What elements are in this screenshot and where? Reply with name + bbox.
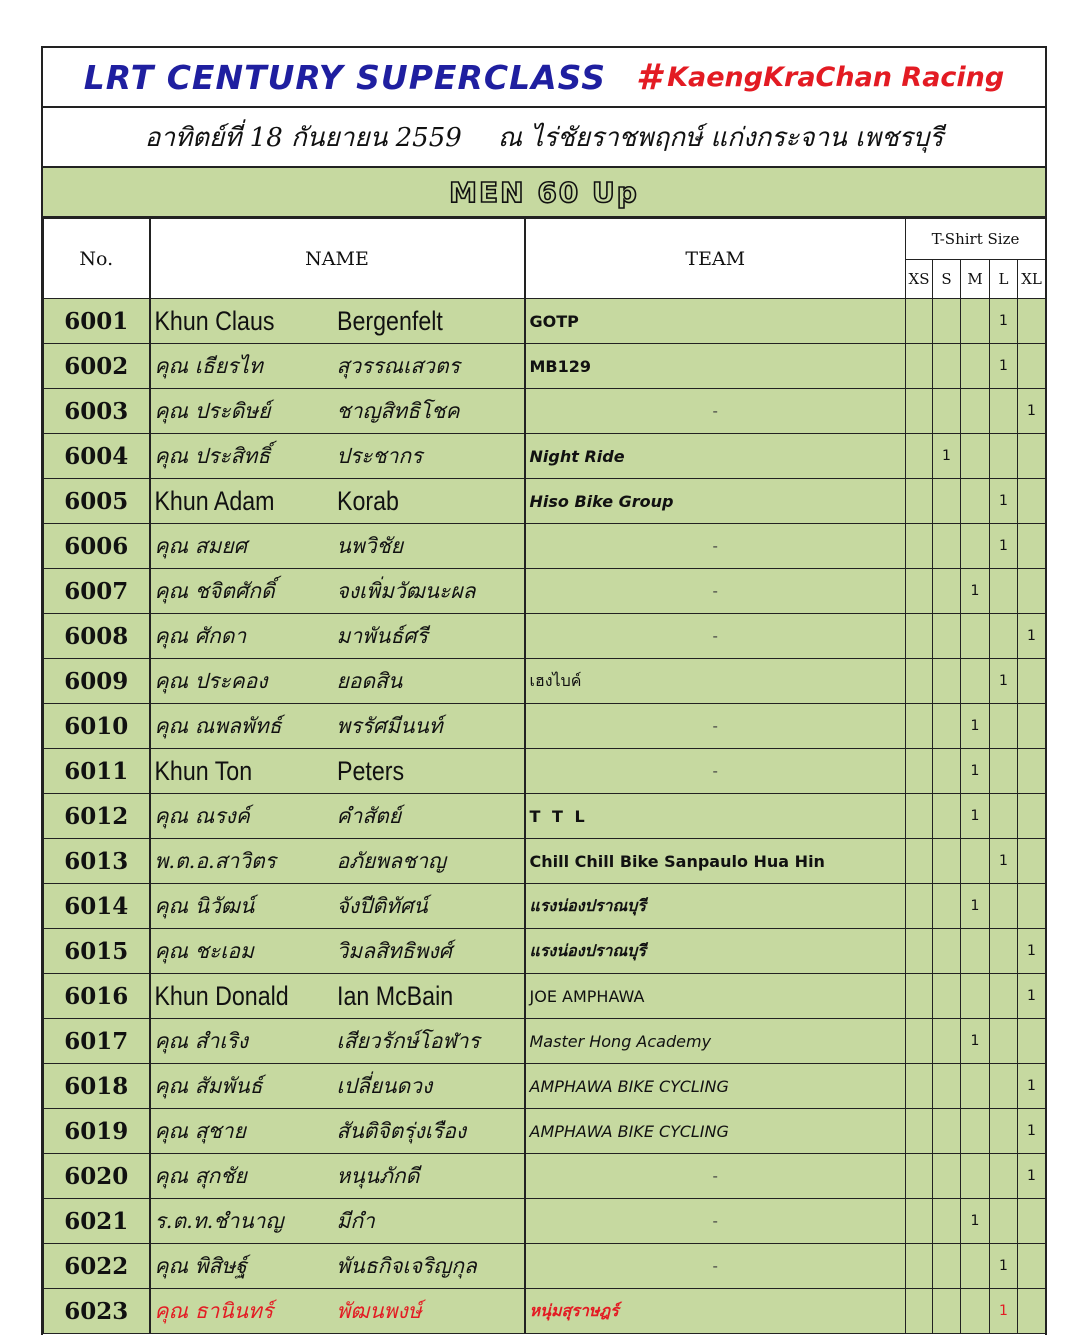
- size-cell-xl: [1018, 1019, 1046, 1064]
- rider-number: 6017: [44, 1019, 150, 1064]
- rider-first-name: คุณ ณพลพัทธ์: [154, 713, 282, 738]
- size-cell-m: [961, 299, 990, 344]
- rider-team: GOTP: [525, 299, 906, 344]
- size-cell-xs: [906, 1154, 933, 1199]
- table-row: [44, 614, 1046, 659]
- size-cell-xl: [1018, 659, 1046, 704]
- rider-number: 6001: [44, 299, 150, 344]
- rider-number: 6023: [44, 1289, 150, 1334]
- rider-team: Hiso Bike Group: [525, 479, 906, 524]
- table-row: [44, 1154, 1046, 1199]
- rider-last-name: Ian McBain: [336, 980, 453, 1011]
- size-cell-m: 1: [961, 794, 990, 839]
- rider-last-name: ยอดสิน: [336, 668, 403, 693]
- rider-team: -: [525, 749, 906, 794]
- rider-name-cell: [150, 479, 525, 524]
- rider-first-name: Khun Claus: [153, 305, 274, 336]
- size-cell-xl: [1018, 344, 1046, 389]
- rider-first-name: พ.ต.อ.สาวิตร: [154, 848, 276, 873]
- rider-name-cell: [150, 1109, 525, 1154]
- size-cell-m: 1: [961, 1019, 990, 1064]
- rider-number: 6003: [44, 389, 150, 434]
- rider-first-name: คุณ นิวัฒน์: [154, 893, 255, 918]
- rider-number: 6022: [44, 1244, 150, 1289]
- size-cell-xs: [906, 524, 933, 569]
- rider-last-name: พัฒนพงษ์: [336, 1298, 422, 1323]
- size-cell-l: [990, 614, 1018, 659]
- table-row: [44, 569, 1046, 614]
- rider-first-name: Khun Adam: [153, 485, 275, 516]
- rider-name-cell: [150, 884, 525, 929]
- size-cell-s: [933, 479, 961, 524]
- size-cell-m: 1: [961, 884, 990, 929]
- rider-team: -: [525, 614, 906, 659]
- category-title: MEN 60 Up: [449, 175, 639, 209]
- rider-last-name: สันติจิตรุ่งเรือง: [336, 1118, 467, 1143]
- rider-last-name: หนุนภักดี: [336, 1163, 420, 1188]
- table-row: [44, 1244, 1046, 1289]
- size-cell-m: [961, 389, 990, 434]
- rider-name-cell: [150, 929, 525, 974]
- table-row: [44, 1064, 1046, 1109]
- size-cell-m: [961, 974, 990, 1019]
- rider-first-name: คุณ สำเริง: [154, 1028, 249, 1053]
- rider-last-name: เสียวรักษ์โอฬาร: [336, 1028, 480, 1053]
- col-header-no: No.: [44, 219, 150, 299]
- size-cell-l: 1: [990, 1289, 1018, 1334]
- size-cell-l: [990, 1064, 1018, 1109]
- rider-number: 6018: [44, 1064, 150, 1109]
- rider-last-name: อภัยพลชาญ: [336, 848, 446, 873]
- size-cell-l: 1: [990, 659, 1018, 704]
- rider-team: หนุ่มสุราษฎร์: [525, 1289, 906, 1334]
- size-cell-xs: [906, 434, 933, 479]
- rider-team: แรงน่องปราณบุรี: [525, 929, 906, 974]
- col-header-size-l: L: [990, 260, 1018, 299]
- size-cell-s: [933, 1109, 961, 1154]
- rider-team: -: [525, 569, 906, 614]
- size-cell-xs: [906, 1244, 933, 1289]
- size-cell-s: [933, 1064, 961, 1109]
- size-cell-xs: [906, 974, 933, 1019]
- rider-name-cell: [150, 389, 525, 434]
- table-row: [44, 794, 1046, 839]
- size-cell-xl: 1: [1018, 929, 1046, 974]
- rider-team: -: [525, 1199, 906, 1244]
- size-cell-s: [933, 884, 961, 929]
- rider-team: -: [525, 524, 906, 569]
- size-cell-xl: 1: [1018, 1109, 1046, 1154]
- event-title: LRT CENTURY SUPERCLASS: [83, 57, 607, 97]
- col-header-size-xl: XL: [1018, 260, 1046, 299]
- size-cell-xl: [1018, 839, 1046, 884]
- category-bar: [43, 168, 1045, 218]
- size-cell-s: [933, 344, 961, 389]
- rider-number: 6016: [44, 974, 150, 1019]
- rider-number: 6020: [44, 1154, 150, 1199]
- rider-name-cell: [150, 1064, 525, 1109]
- size-cell-xl: 1: [1018, 389, 1046, 434]
- size-cell-m: [961, 1154, 990, 1199]
- rider-last-name: พันธกิจเจริญกุล: [336, 1253, 477, 1278]
- size-cell-xs: [906, 794, 933, 839]
- registration-sheet: [41, 46, 1047, 1335]
- rider-last-name: ประชากร: [336, 443, 423, 468]
- rider-last-name: วิมลสิทธิพงศ์: [336, 938, 452, 963]
- size-cell-xl: 1: [1018, 1064, 1046, 1109]
- size-cell-xs: [906, 389, 933, 434]
- size-cell-m: [961, 929, 990, 974]
- size-cell-xs: [906, 704, 933, 749]
- size-cell-xl: [1018, 749, 1046, 794]
- size-cell-xl: [1018, 794, 1046, 839]
- size-cell-l: 1: [990, 839, 1018, 884]
- rider-name-cell: [150, 749, 525, 794]
- size-cell-xs: [906, 659, 933, 704]
- size-cell-l: [990, 884, 1018, 929]
- size-cell-s: [933, 299, 961, 344]
- size-cell-xl: 1: [1018, 1154, 1046, 1199]
- rider-first-name: คุณ พิสิษฐ์: [154, 1253, 247, 1278]
- size-cell-xs: [906, 839, 933, 884]
- size-cell-s: 1: [933, 434, 961, 479]
- table-row: [44, 839, 1046, 884]
- size-cell-s: [933, 1019, 961, 1064]
- size-cell-l: [990, 1154, 1018, 1199]
- rider-team: -: [525, 1154, 906, 1199]
- size-cell-l: [990, 569, 1018, 614]
- size-cell-xs: [906, 479, 933, 524]
- rider-number: 6014: [44, 884, 150, 929]
- rider-number: 6011: [44, 749, 150, 794]
- rider-name-cell: [150, 434, 525, 479]
- size-cell-m: [961, 1064, 990, 1109]
- table-row: [44, 299, 1046, 344]
- size-cell-l: [990, 794, 1018, 839]
- size-cell-s: [933, 1154, 961, 1199]
- rider-team: T T L: [525, 794, 906, 839]
- title-bar: [43, 48, 1045, 108]
- rider-last-name: พรรัศมีนนท์: [336, 713, 443, 738]
- rider-last-name: Peters: [336, 755, 404, 786]
- rider-last-name: เปลี่ยนดวง: [336, 1073, 433, 1098]
- size-cell-l: 1: [990, 1244, 1018, 1289]
- rider-last-name: มาพันธ์ศรี: [336, 623, 428, 648]
- size-cell-xl: [1018, 479, 1046, 524]
- size-cell-s: [933, 839, 961, 884]
- size-cell-s: [933, 929, 961, 974]
- table-row: [44, 479, 1046, 524]
- col-header-size-s: S: [933, 260, 961, 299]
- size-cell-s: [933, 974, 961, 1019]
- rider-first-name: คุณ ชะเอม: [154, 938, 254, 963]
- rider-first-name: Khun Ton: [153, 755, 252, 786]
- size-cell-xs: [906, 1199, 933, 1244]
- size-cell-l: [990, 1019, 1018, 1064]
- rider-team: -: [525, 389, 906, 434]
- hashtag-symbol: #: [636, 56, 662, 98]
- rider-last-name: Korab: [336, 485, 399, 516]
- size-cell-xs: [906, 1064, 933, 1109]
- col-header-size-xs: XS: [906, 260, 933, 299]
- size-cell-l: 1: [990, 479, 1018, 524]
- table-row: [44, 704, 1046, 749]
- rider-name-cell: [150, 704, 525, 749]
- size-cell-s: [933, 389, 961, 434]
- rider-name-cell: [150, 569, 525, 614]
- size-cell-xl: [1018, 524, 1046, 569]
- table-row: [44, 1199, 1046, 1244]
- col-header-tshirt: T-Shirt Size: [906, 219, 1046, 260]
- table-row: [44, 1109, 1046, 1154]
- rider-name-cell: [150, 1154, 525, 1199]
- size-cell-s: [933, 659, 961, 704]
- event-date: อาทิตย์ที่ 18 กันยายน 2559: [144, 122, 462, 153]
- size-cell-xs: [906, 1019, 933, 1064]
- size-cell-xl: [1018, 1289, 1046, 1334]
- size-cell-l: [990, 704, 1018, 749]
- size-cell-s: [933, 749, 961, 794]
- riders-table-body: [44, 299, 1046, 1334]
- rider-last-name: มีกำ: [336, 1208, 375, 1233]
- rider-name-cell: [150, 614, 525, 659]
- size-cell-m: [961, 524, 990, 569]
- size-cell-s: [933, 704, 961, 749]
- event-venue: ณ ไร่ชัยราชพฤกษ์ แก่งกระจาน เพชรบุรี: [497, 122, 944, 153]
- table-row: [44, 974, 1046, 1019]
- rider-number: 6009: [44, 659, 150, 704]
- table-row: [44, 1019, 1046, 1064]
- table-row: [44, 524, 1046, 569]
- size-cell-xs: [906, 299, 933, 344]
- size-cell-s: [933, 569, 961, 614]
- rider-number: 6010: [44, 704, 150, 749]
- rider-number: 6004: [44, 434, 150, 479]
- size-cell-xs: [906, 929, 933, 974]
- col-header-team: TEAM: [525, 219, 906, 299]
- rider-last-name: สุวรรณเสวตร: [336, 353, 460, 378]
- size-cell-xs: [906, 884, 933, 929]
- rider-first-name: คุณ ประดิษย์: [154, 398, 271, 423]
- size-cell-s: [933, 614, 961, 659]
- rider-team: Chill Chill Bike Sanpaulo Hua Hin: [525, 839, 906, 884]
- size-cell-l: 1: [990, 344, 1018, 389]
- rider-name-cell: [150, 974, 525, 1019]
- rider-team: แรงน่องปราณบุรี: [525, 884, 906, 929]
- size-cell-l: 1: [990, 299, 1018, 344]
- rider-first-name: คุณ ชจิตศักดิ์: [154, 578, 275, 603]
- rider-first-name: Khun Donald: [153, 980, 289, 1011]
- size-cell-l: [990, 434, 1018, 479]
- rider-name-cell: [150, 1289, 525, 1334]
- size-cell-xl: 1: [1018, 974, 1046, 1019]
- size-cell-xs: [906, 1109, 933, 1154]
- size-cell-xl: [1018, 569, 1046, 614]
- rider-first-name: คุณ เธียรไท: [154, 353, 263, 378]
- table-row: [44, 1289, 1046, 1334]
- rider-name-cell: [150, 839, 525, 884]
- rider-first-name: คุณ สุชาย: [154, 1118, 246, 1143]
- table-row: [44, 929, 1046, 974]
- size-cell-l: [990, 749, 1018, 794]
- size-cell-m: [961, 839, 990, 884]
- col-header-name: NAME: [150, 219, 525, 299]
- rider-first-name: คุณ ศักดา: [154, 623, 247, 648]
- size-cell-m: 1: [961, 749, 990, 794]
- rider-name-cell: [150, 344, 525, 389]
- rider-team: -: [525, 1244, 906, 1289]
- rider-first-name: คุณ ประสิทธิ์: [154, 443, 271, 468]
- rider-number: 6021: [44, 1199, 150, 1244]
- size-cell-xl: [1018, 299, 1046, 344]
- rider-first-name: คุณ สุกชัย: [154, 1163, 247, 1188]
- size-cell-s: [933, 524, 961, 569]
- size-cell-xl: [1018, 704, 1046, 749]
- rider-name-cell: [150, 659, 525, 704]
- size-cell-m: [961, 1244, 990, 1289]
- size-cell-l: [990, 1109, 1018, 1154]
- rider-first-name: คุณ สัมพันธ์: [154, 1073, 263, 1098]
- size-cell-m: 1: [961, 704, 990, 749]
- rider-name-cell: [150, 794, 525, 839]
- table-row: [44, 749, 1046, 794]
- size-cell-xl: [1018, 1244, 1046, 1289]
- hashtag-text: KaengKraChan Racing: [667, 61, 1005, 93]
- size-cell-s: [933, 1289, 961, 1334]
- size-cell-l: [990, 974, 1018, 1019]
- rider-first-name: คุณ ประคอง: [154, 668, 268, 693]
- size-cell-xs: [906, 1289, 933, 1334]
- size-cell-s: [933, 1244, 961, 1289]
- rider-team: Night Ride: [525, 434, 906, 479]
- rider-name-cell: [150, 1244, 525, 1289]
- riders-table: [43, 218, 1046, 1334]
- table-row: [44, 344, 1046, 389]
- rider-name-cell: [150, 524, 525, 569]
- rider-name-cell: [150, 1019, 525, 1064]
- rider-last-name: ชาญสิทธิโชค: [336, 398, 460, 423]
- rider-number: 6012: [44, 794, 150, 839]
- size-cell-xl: [1018, 434, 1046, 479]
- size-cell-xs: [906, 749, 933, 794]
- rider-number: 6007: [44, 569, 150, 614]
- size-cell-xs: [906, 569, 933, 614]
- size-cell-l: [990, 389, 1018, 434]
- size-cell-m: 1: [961, 1199, 990, 1244]
- rider-team: AMPHAWA BIKE CYCLING: [525, 1064, 906, 1109]
- size-cell-m: [961, 1109, 990, 1154]
- size-cell-m: [961, 659, 990, 704]
- size-cell-xl: 1: [1018, 614, 1046, 659]
- size-cell-m: [961, 479, 990, 524]
- table-row: [44, 434, 1046, 479]
- rider-number: 6006: [44, 524, 150, 569]
- size-cell-m: [961, 344, 990, 389]
- rider-number: 6008: [44, 614, 150, 659]
- size-cell-xs: [906, 614, 933, 659]
- rider-name-cell: [150, 1199, 525, 1244]
- rider-first-name: คุณ สมยศ: [154, 533, 248, 558]
- rider-team: เฮงไบค์: [525, 659, 906, 704]
- rider-first-name: ร.ต.ท.ชำนาญ: [154, 1208, 284, 1233]
- rider-team: -: [525, 704, 906, 749]
- size-cell-m: [961, 614, 990, 659]
- rider-last-name: จงเพิ่มวัฒนะผล: [336, 578, 476, 603]
- rider-number: 6013: [44, 839, 150, 884]
- rider-first-name: คุณ ณรงค์: [154, 803, 250, 828]
- rider-number: 6005: [44, 479, 150, 524]
- size-cell-xs: [906, 344, 933, 389]
- size-cell-xl: [1018, 884, 1046, 929]
- size-cell-m: [961, 434, 990, 479]
- rider-number: 6019: [44, 1109, 150, 1154]
- size-cell-l: [990, 1199, 1018, 1244]
- size-cell-l: 1: [990, 524, 1018, 569]
- rider-team: Master Hong Academy: [525, 1019, 906, 1064]
- rider-team: AMPHAWA BIKE CYCLING: [525, 1109, 906, 1154]
- size-cell-l: [990, 929, 1018, 974]
- rider-first-name: คุณ ธานินทร์: [154, 1298, 274, 1323]
- table-row: [44, 389, 1046, 434]
- rider-team: MB129: [525, 344, 906, 389]
- col-header-size-m: M: [961, 260, 990, 299]
- size-cell-s: [933, 794, 961, 839]
- rider-last-name: นพวิชัย: [336, 533, 404, 558]
- size-cell-s: [933, 1199, 961, 1244]
- rider-number: 6015: [44, 929, 150, 974]
- size-cell-m: 1: [961, 569, 990, 614]
- table-row: [44, 659, 1046, 704]
- rider-name-cell: [150, 299, 525, 344]
- size-cell-xl: [1018, 1199, 1046, 1244]
- rider-last-name: จังปีติทัศน์: [336, 893, 428, 918]
- rider-last-name: Bergenfelt: [336, 305, 443, 336]
- table-row: [44, 884, 1046, 929]
- date-venue-bar: [43, 108, 1045, 168]
- rider-last-name: คำสัตย์: [336, 803, 402, 828]
- rider-team: JOE AMPHAWA: [525, 974, 906, 1019]
- rider-number: 6002: [44, 344, 150, 389]
- size-cell-m: [961, 1289, 990, 1334]
